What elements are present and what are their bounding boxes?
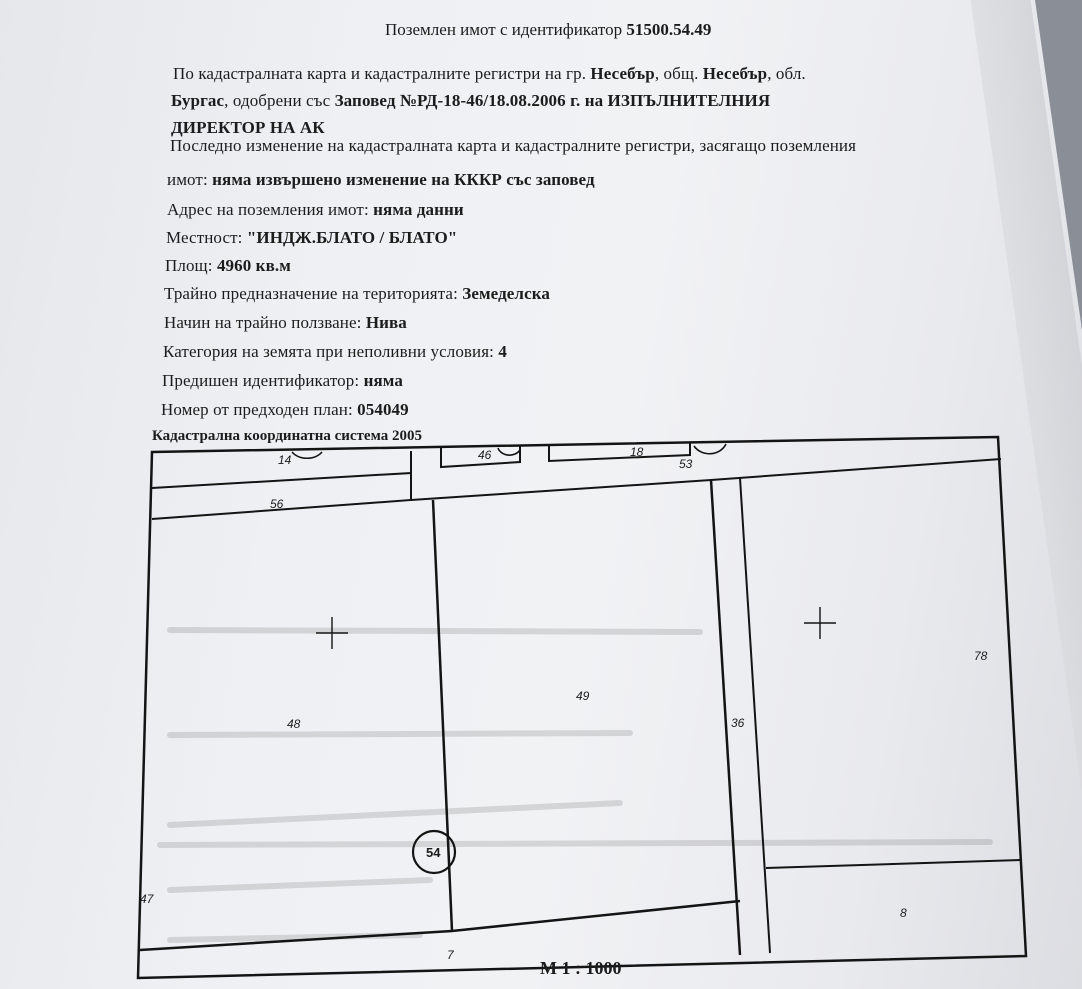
director-text: ДИРЕКТОР НА АК [171,118,325,137]
municipality-name: Несебър [702,64,768,83]
road-top-edge [411,459,1001,500]
area-label: Площ: [165,256,213,275]
registry-text-region: , обл. [767,64,806,83]
map-scale: М 1 : 1000 [540,958,622,978]
parcel-label-56: 56 [270,497,284,511]
parcel-identifier: 51500.54.49 [626,20,712,39]
parcel-label-14: 14 [278,453,292,467]
coordinate-system-label: Кадастрална координатна система 2005 [152,428,422,444]
last-change-value: няма извършено изменение на КККР със заповед [212,170,595,189]
address-value: няма данни [373,200,464,219]
parcel-label-18: 18 [630,445,644,459]
previous-plan-label: Номер от предходен план: [161,400,353,419]
parcel-label-46: 46 [478,448,492,462]
arc-14 [292,452,322,458]
boundary-78-8 [766,860,1020,868]
arc-46 [498,448,520,455]
parcel-label-7: 7 [447,948,454,962]
previous-id-label: Предишен идентификатор: [162,371,360,390]
usage-label: Начин на трайно ползване: [164,313,362,332]
bleed-through [160,630,990,940]
arc-53 [694,444,726,454]
centroid-cross-48 [316,617,348,649]
region-name: Бургас [171,91,225,110]
parcel-label-53: 53 [679,457,693,471]
locality-value: "ИНДЖ.БЛАТО / БЛАТО" [246,228,458,247]
previous-plan-value: 054049 [357,400,409,419]
parcel-label-49: 49 [576,689,590,703]
locality-label: Местност: [166,228,243,247]
property-label: имот: [167,170,208,189]
road-7-top [140,901,740,950]
parcel-label-47: 47 [140,892,154,906]
registry-text-mun: , общ. [654,64,699,83]
road-36-right [740,478,770,953]
purpose-value: Земеделска [462,284,550,303]
purpose-label: Трайно предназначение на територията: [164,284,458,303]
previous-id-value: няма [363,371,403,390]
area-value: 4960 кв.м [216,256,291,275]
registry-text: По кадастралната карта и кадастралните регистри на гр. [173,64,587,83]
parcel-label-36: 36 [731,716,745,730]
parcel-label-48: 48 [287,717,301,731]
parcel-label-54: 54 [426,845,441,860]
title-prefix: Поземлен имот с идентификатор [385,20,623,39]
usage-value: Нива [365,313,407,332]
approved-text: , одобрени със [224,91,331,110]
parcel-label-78: 78 [974,649,988,663]
town-name: Несебър [590,64,655,83]
parcel-label-8: 8 [900,906,907,920]
centroid-cross-78 [804,607,836,639]
category-value: 4 [498,342,507,361]
category-label: Категория на земята при неполивни условия: [163,342,494,361]
address-label: Адрес на поземления имот: [167,200,369,219]
last-change-text: Последно изменение на кадастралната карта и кадастралните регистри, засягащо поземления [170,136,857,155]
map-frame [138,437,1026,978]
order-reference: Заповед №РД-18-46/18.08.2006 г. на ИЗПЪЛНИТЕЛНИЯ [334,91,771,110]
